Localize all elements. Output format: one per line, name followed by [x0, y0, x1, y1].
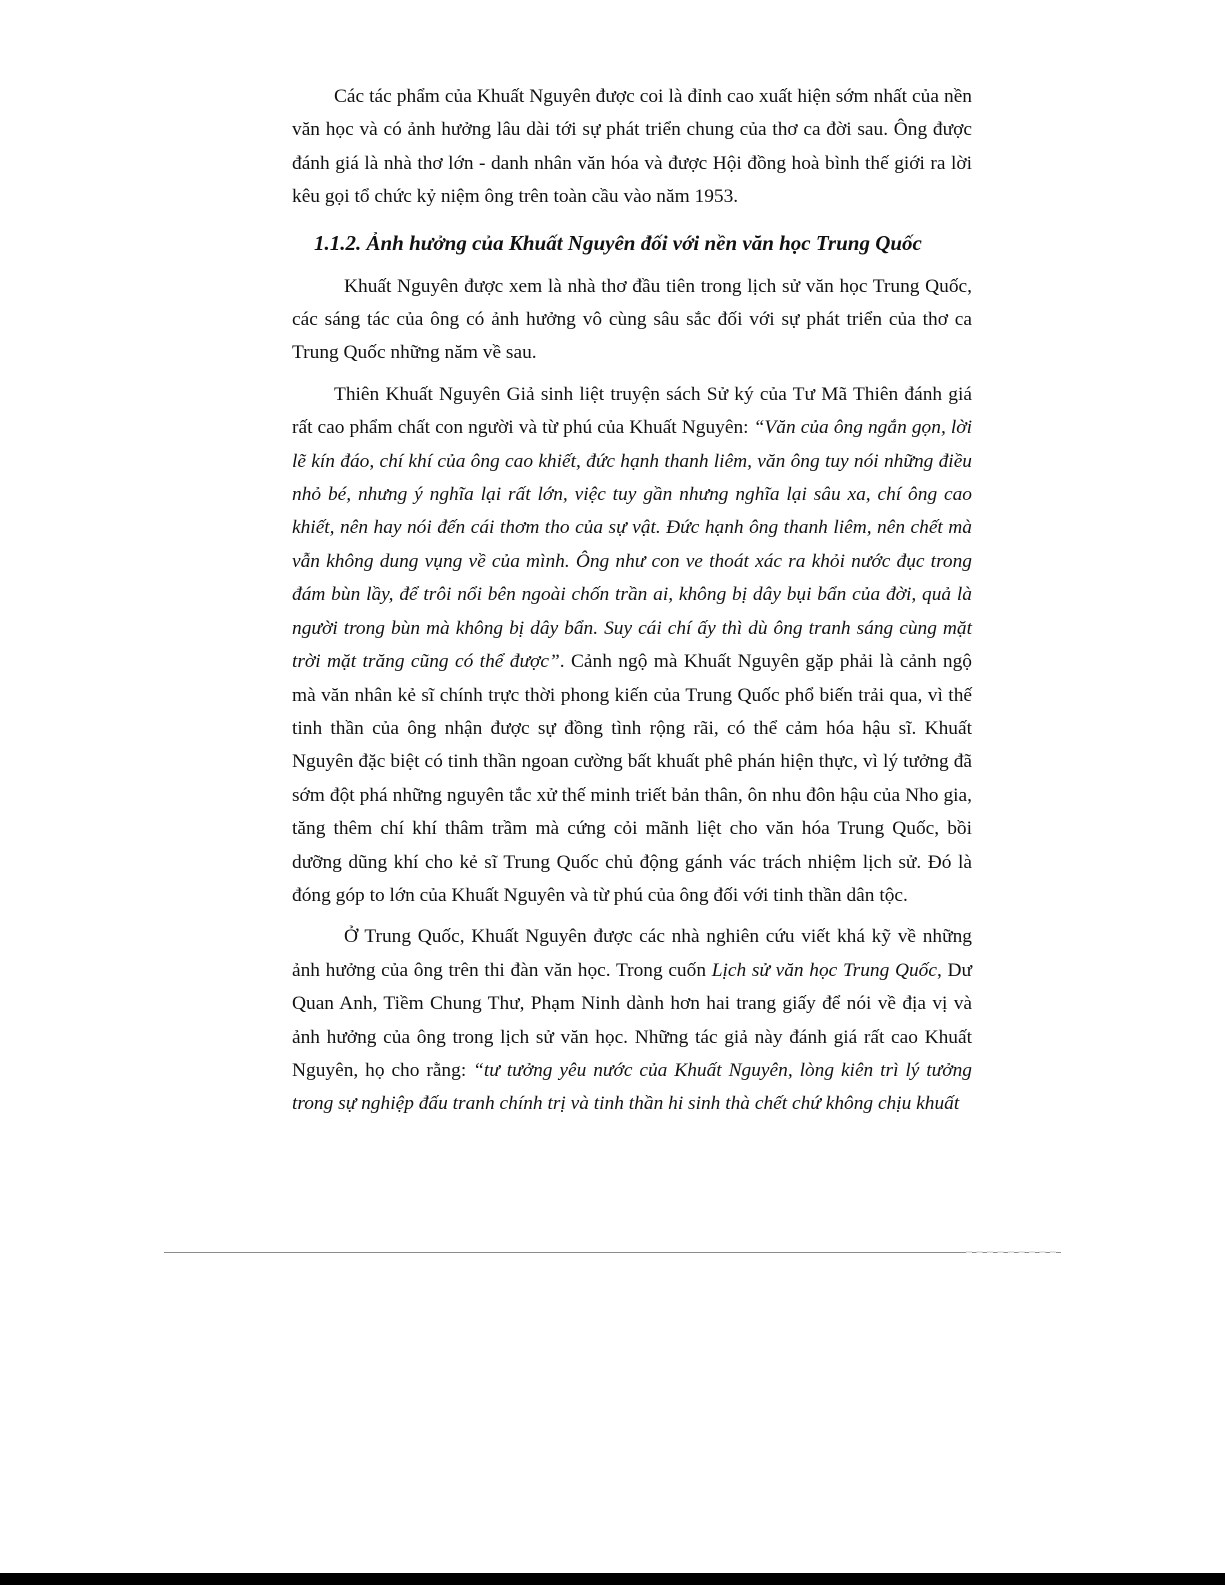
su-ky-quote: “Văn của ông ngắn gọn, lời lẽ kín đáo, chí khí của ông cao khiết, đức hạnh thanh liêm, văn ông tuy nói những điều nhỏ bé, nhưng ý nghĩa lại rất lớn, việc tuy gần nhưng nghĩa lại sâu xa, chí ông cao khiết, nên hay nói đến cái thơm tho của sự vật. Đức hạnh ông thanh liêm, nên chết mà vẫn không dung vụng về của mình. Ông như con ve thoát xác ra khỏi nước đục trong đám bùn lầy, để trôi nổi bên ngoài chốn trần ai, không bị dây bụi bẩn của đời, quả là người trong bùn mà không bị dây bẩn. Suy cái chí ấy thì dù ông tranh sáng cùng mặt trời mặt trăng cũng có thể được”: [292, 417, 972, 673]
paragraph-2: Khuất Nguyên được xem là nhà thơ đầu tiên trong lịch sử văn học Trung Quốc, các sáng tác của ông có ảnh hưởng vô cùng sâu sắc đối với sự phát triển của thơ ca Trung Quốc những năm về sau.: [292, 275, 972, 364]
paragraph-3: [292, 378, 972, 913]
page-body: [292, 80, 972, 1121]
paragraph-4-intro: Ở Trung Quốc, Khuất Nguyên được các nhà nghiên cứu viết khá kỹ về những ảnh hưởng của ông trên thi đàn văn học. Trong cuốn: [292, 926, 972, 981]
bottom-edge-bar: [0, 1573, 1225, 1585]
paragraph-1: Các tác phẩm của Khuất Nguyên được coi là đỉnh cao xuất hiện sớm nhất của nền văn học và có ảnh hưởng lâu dài tới sự phát triển chung của thơ ca đời sau. Ông được đánh giá là nhà thơ lớn - danh nhân văn hóa và được Hội đồng hoà bình thế giới ra lời kêu gọi tổ chức kỷ niệm ông trên toàn cầu vào năm 1953.: [292, 86, 972, 208]
section-heading: 1.1.2. Ảnh hưởng của Khuất Nguyên đối với nền văn học Trung Quốc: [314, 230, 922, 255]
page-footer-rule-tail: [966, 1251, 1056, 1253]
paragraph-3-intro: Thiên Khuất Nguyên Giả sinh liệt truyện sách Sử ký của Tư Mã Thiên đánh giá rất cao phẩm chất con người và từ phú của Khuất Nguyên:: [292, 383, 972, 439]
paragraph-4: [292, 920, 972, 1120]
page-footer-rule: [164, 1252, 1061, 1253]
authors-quote: “tư tưởng yêu nước của Khuất Nguyên, lòng kiên trì lý tưởng trong sự nghiệp đấu tranh chính trị và tinh thần hi sinh thà chết chứ không chịu khuất: [292, 1059, 973, 1115]
book-title: Lịch sử văn học Trung Quốc: [711, 959, 937, 981]
paragraph-4-middle: , Dư Quan Anh, Tiềm Chung Thư, Phạm Ninh dành hơn hai trang giấy để nói về địa vị và ảnh hưởng của ông trong lịch sử văn học. Những tác giả này đánh giá rất cao Khuất Nguyên, họ cho rằng:: [292, 959, 972, 1081]
paragraph-3-rest: . Cảnh ngộ mà Khuất Nguyên gặp phải là cảnh ngộ mà văn nhân kẻ sĩ chính trực thời phong kiến của Trung Quốc phổ biến trải qua, vì thế tinh thần của ông nhận được sự đồng tình rộng rãi, có thể cảm hóa hậu sĩ. Khuất Nguyên đặc biệt có tinh thần ngoan cường bất khuất phê phán hiện thực, vì lý tưởng đã sớm đột phá những nguyên tắc xử thế minh triết bản thân, ôn nhu đôn hậu của Nho gia, tăng thêm chí khí thâm trầm mà cứng cỏi mãnh liệt cho văn hóa Trung Quốc, bồi dưỡng dũng khí cho kẻ sĩ Trung Quốc chủ động gánh vác trách nhiệm lịch sử. Đó là đóng góp to lớn của Khuất Nguyên và từ phú của ông đối với tinh thần dân tộc.: [292, 651, 972, 906]
